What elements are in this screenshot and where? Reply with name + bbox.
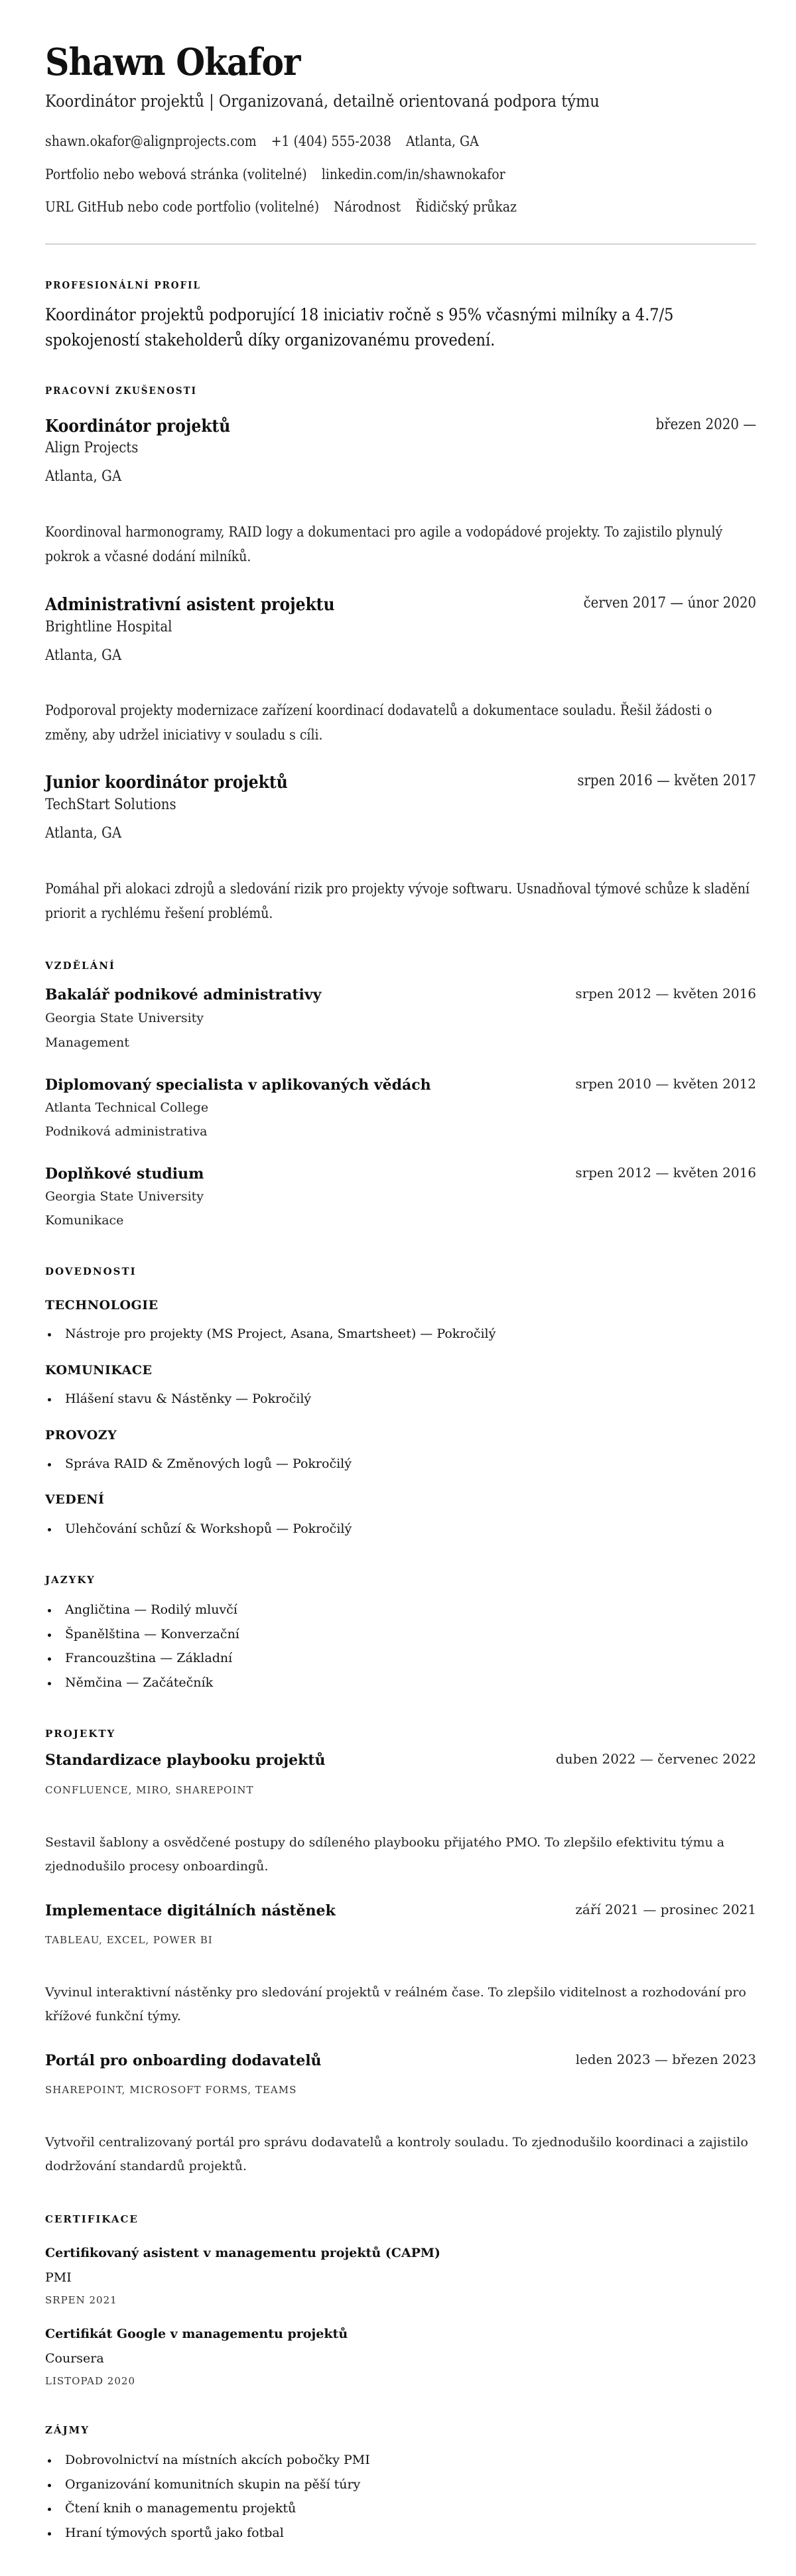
job-location: Atlanta, GA: [45, 825, 122, 842]
certification-date: SRPEN 2021: [45, 2294, 117, 2306]
skill-category: VEDENÍ: [45, 1492, 105, 1507]
job-title: Administrativní asistent projektu: [45, 595, 335, 615]
language-item: Francouzština — Základní: [45, 1648, 232, 1668]
email-link[interactable]: shawn.okafor@alignprojects.com: [45, 133, 257, 149]
skill-category: PROVOZY: [45, 1428, 117, 1443]
resume-header: [45, 0, 756, 252]
candidate-name: Shawn Okafor: [45, 40, 300, 84]
interest-item: Dobrovolnictví na místních akcích pobočky PMI: [45, 2450, 370, 2470]
project-description: Sestavil šablony a osvědčené postupy do sdíleného playbooku přijatého PMO. To zlepšilo efektivitu týmu a zjednodušilo procesy onboardingů.: [45, 1835, 725, 1874]
job-title: Koordinátor projektů: [45, 417, 231, 436]
interest-item: Organizování komunitních skupin na pěší túry: [45, 2475, 360, 2494]
contact-line-2: [45, 164, 520, 184]
project-tech: TABLEAU, EXCEL, POWER BI: [45, 1934, 213, 1946]
job-description: Pomáhal při alokaci zdrojů a sledování rizik pro projekty vývoje softwaru. Usnadňoval týmové schůze k sladění priorit a rychlému řešení problémů.: [45, 881, 750, 921]
education-dates: srpen 2012 — květen 2016: [575, 1165, 756, 1181]
project-title: Standardizace playbooku projektů: [45, 1752, 326, 1769]
skill-item: Správa RAID & Změnových logů — Pokročilý: [45, 1454, 352, 1474]
skill-category: TECHNOLOGIE: [45, 1298, 159, 1313]
language-item: Španělština — Konverzační: [45, 1624, 239, 1644]
job-description: Koordinoval harmonogramy, RAID logy a dokumentaci pro agile a vodopádové projekty. To zajistilo plynulý pokrok a včasné dodání milníků.: [45, 524, 723, 564]
field-of-study: Podniková administrativa: [45, 1124, 208, 1139]
linkedin-link[interactable]: linkedin.com/in/shawnokafor: [321, 166, 505, 182]
project-tech: CONFLUENCE, MIRO, SHAREPOINT: [45, 1784, 254, 1796]
interest-item: Čtení knih o managementu projektů: [45, 2498, 296, 2518]
skill-category: KOMUNIKACE: [45, 1363, 153, 1378]
degree: Bakalář podnikové administrativy: [45, 986, 322, 1003]
job-dates: srpen 2016 — květen 2017: [577, 773, 756, 789]
nationality: Národnost: [334, 199, 401, 215]
skill-item: Nástroje pro projekty (MS Project, Asana, Smartsheet) — Pokročilý: [45, 1324, 496, 1344]
degree: Diplomovaný specialista v aplikovaných vědách: [45, 1076, 431, 1094]
project-title: Implementace digitálních nástěnek: [45, 1902, 336, 1919]
job-description: Podporoval projekty modernizace zařízení koordinací dodavatelů a dokumentace souladu. Řešil žádosti o změny, aby udržel iniciativy v souladu s cíli.: [45, 702, 712, 743]
certification-name: Certifikovaný asistent v managementu projektů (CAPM): [45, 2246, 440, 2260]
location: Atlanta, GA: [405, 133, 479, 149]
certification-name: Certifikát Google v managementu projektů: [45, 2327, 348, 2341]
portfolio-link[interactable]: Portfolio nebo webová stránka (volitelné): [45, 166, 307, 182]
job-dates: červen 2017 — únor 2020: [583, 595, 756, 612]
section-heading: VZDĚLÁNÍ: [45, 960, 115, 972]
education-dates: srpen 2010 — květen 2012: [575, 1076, 756, 1092]
school: Atlanta Technical College: [45, 1100, 209, 1115]
job-title: Junior koordinátor projektů: [45, 773, 288, 793]
skill-item: Hlášení stavu & Nástěnky — Pokročilý: [45, 1389, 311, 1409]
job-company: Brightline Hospital: [45, 619, 172, 635]
section-heading: PROFESIONÁLNÍ PROFIL: [45, 279, 201, 291]
header-divider: [45, 243, 756, 245]
field-of-study: Management: [45, 1035, 129, 1050]
phone: +1 (404) 555-2038: [271, 133, 391, 149]
github-link[interactable]: URL GitHub nebo code portfolio (volitelné): [45, 199, 320, 215]
section-heading: PRACOVNÍ ZKUŠENOSTI: [45, 385, 197, 397]
section-heading: JAZYKY: [45, 1574, 96, 1586]
language-item: Němčina — Začátečník: [45, 1673, 213, 1693]
project-title: Portál pro onboarding dodavatelů: [45, 2052, 322, 2069]
certification-issuer: Coursera: [45, 2351, 104, 2366]
project-tech: SHAREPOINT, MICROSOFT FORMS, TEAMS: [45, 2084, 297, 2096]
section-heading: DOVEDNOSTI: [45, 1265, 137, 1277]
interest-item: Hraní týmových sportů jako fotbal: [45, 2523, 284, 2543]
contact-line-3: [45, 197, 531, 217]
profile-summary: Koordinátor projektů podporující 18 iniciativ ročně s 95% včasnými milníky a 4.7/5 spokojeností stakeholderů díky organizovanému provedení.: [45, 305, 674, 350]
drivers-license: Řidičský průkaz: [415, 199, 517, 215]
job-dates: březen 2020 —: [655, 417, 756, 433]
headline: Koordinátor projektů | Organizovaná, detailně orientovaná podpora týmu: [45, 92, 600, 111]
field-of-study: Komunikace: [45, 1213, 124, 1228]
job-company: TechStart Solutions: [45, 797, 176, 813]
school: Georgia State University: [45, 1011, 204, 1025]
section-heading: ZÁJMY: [45, 2424, 90, 2436]
skill-item: Ulehčování schůzí & Workshopů — Pokročilý: [45, 1519, 352, 1539]
language-item: Angličtina — Rodilý mluvčí: [45, 1600, 237, 1620]
degree: Doplňkové studium: [45, 1165, 204, 1183]
education-dates: srpen 2012 — květen 2016: [575, 986, 756, 1001]
job-location: Atlanta, GA: [45, 647, 122, 664]
certification-date: LISTOPAD 2020: [45, 2375, 135, 2387]
project-dates: září 2021 — prosinec 2021: [575, 1901, 756, 1917]
job-company: Align Projects: [45, 440, 139, 456]
section-heading: PROJEKTY: [45, 1728, 116, 1740]
project-description: Vytvořil centralizovaný portál pro správu dodavatelů a kontroly souladu. To zjednodušilo koordinaci a zajistilo dodržování standardů projektů.: [45, 2135, 748, 2173]
job-location: Atlanta, GA: [45, 468, 122, 485]
section-heading: CERTIFIKACE: [45, 2213, 139, 2225]
project-dates: duben 2022 — červenec 2022: [555, 1751, 756, 1767]
certification-issuer: PMI: [45, 2270, 72, 2285]
project-dates: leden 2023 — březen 2023: [575, 2051, 756, 2067]
project-description: Vyvinul interaktivní nástěnky pro sledování projektů v reálném čase. To zlepšilo viditelnost a rozhodování pro křížové funkční týmy.: [45, 1985, 746, 2024]
school: Georgia State University: [45, 1189, 204, 1204]
contact-line-1: [45, 131, 494, 151]
